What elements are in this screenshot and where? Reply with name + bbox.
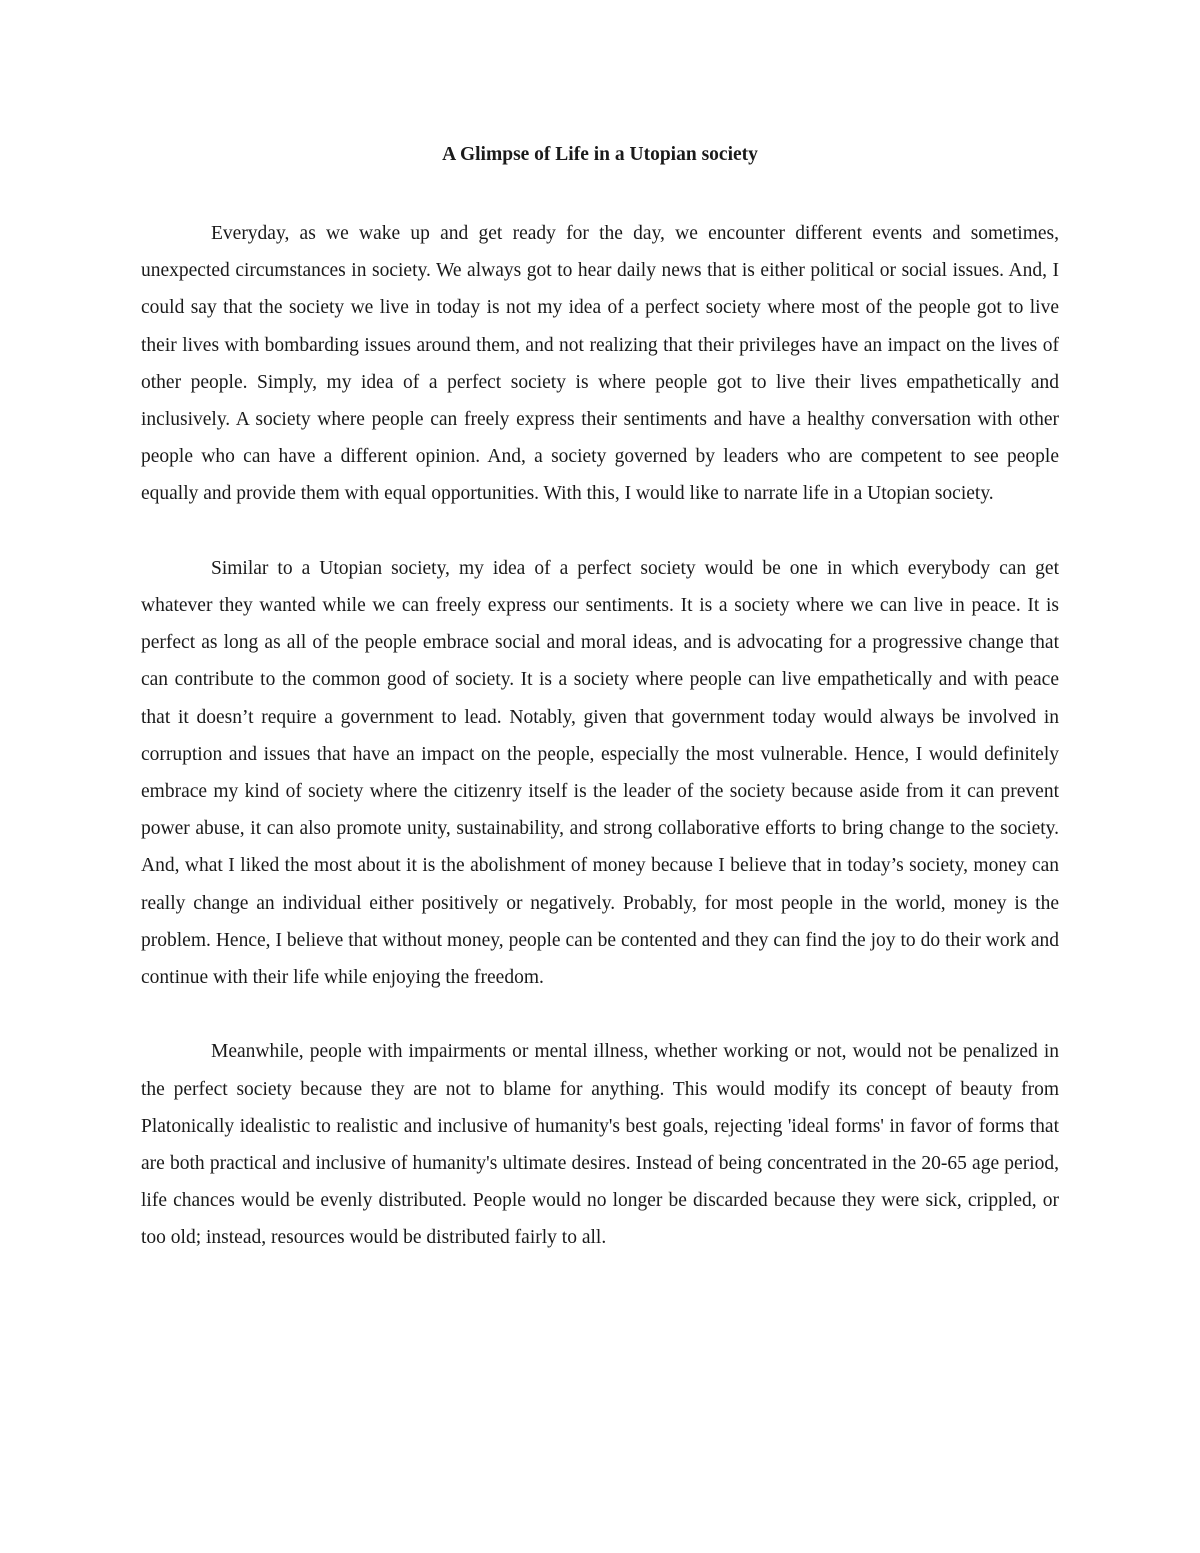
paragraph-2: Similar to a Utopian society, my idea of a perfect society would be one in which everybody can get whatever they wanted while we can freely express our sentiments. It is a society where we can live in peace. It is perfect as long as all of the people embrace social and moral ideas, and is advocating for a progressive change that can contribute to the common good of society. It is a society where people can live empathetically and with peace that it doesn’t require a government to lead. Notably, given that government today would always be involved in corruption and issues that have an impact on the people, especially the most vulnerable. Hence, I would definitely embrace my kind of society where the citizenry itself is the leader of the society because aside from it can prevent power abuse, it can also promote unity, sustainability, and strong collaborative efforts to bring change to the society. And, what I liked the most about it is the abolishment of money because I believe that in today’s society, money can really change an individual either positively or negatively. Probably, for most people in the world, money is the problem. Hence, I believe that without money, people can be contented and they can find the joy to do their work and continue with their life while enjoying the freedom. (141, 557, 1059, 989)
paragraph-1: Everyday, as we wake up and get ready for the day, we encounter different events and sometimes, unexpected circumstances in society. We always got to hear daily news that is either political or social issues. And, I could say that the society we live in today is not my idea of a perfect society where most of the people got to live their lives with bombarding issues around them, and not realizing that their privileges have an impact on the lives of other people. Simply, my idea of a perfect society is where people got to live their lives empathetically and inclusively. A society where people can freely express their sentiments and have a healthy conversation with other people who can have a different opinion. And, a society governed by leaders who are competent to see people equally and provide them with equal opportunities. With this, I would like to narrate life in a Utopian society. (141, 223, 1059, 505)
document-body (141, 215, 1059, 1257)
paragraph-3: Meanwhile, people with impairments or mental illness, whether working or not, would not be penalized in the perfect society because they are not to blame for anything. This would modify its concept of beauty from Platonically idealistic to realistic and inclusive of humanity's best goals, rejecting 'ideal forms' in favor of forms that are both practical and inclusive of humanity's ultimate desires. Instead of being concentrated in the 20-65 age period, life chances would be evenly distributed. People would no longer be discarded because they were sick, crippled, or too old; instead, resources would be distributed fairly to all. (141, 1041, 1059, 1249)
document-title: A Glimpse of Life in a Utopian society (442, 144, 758, 165)
